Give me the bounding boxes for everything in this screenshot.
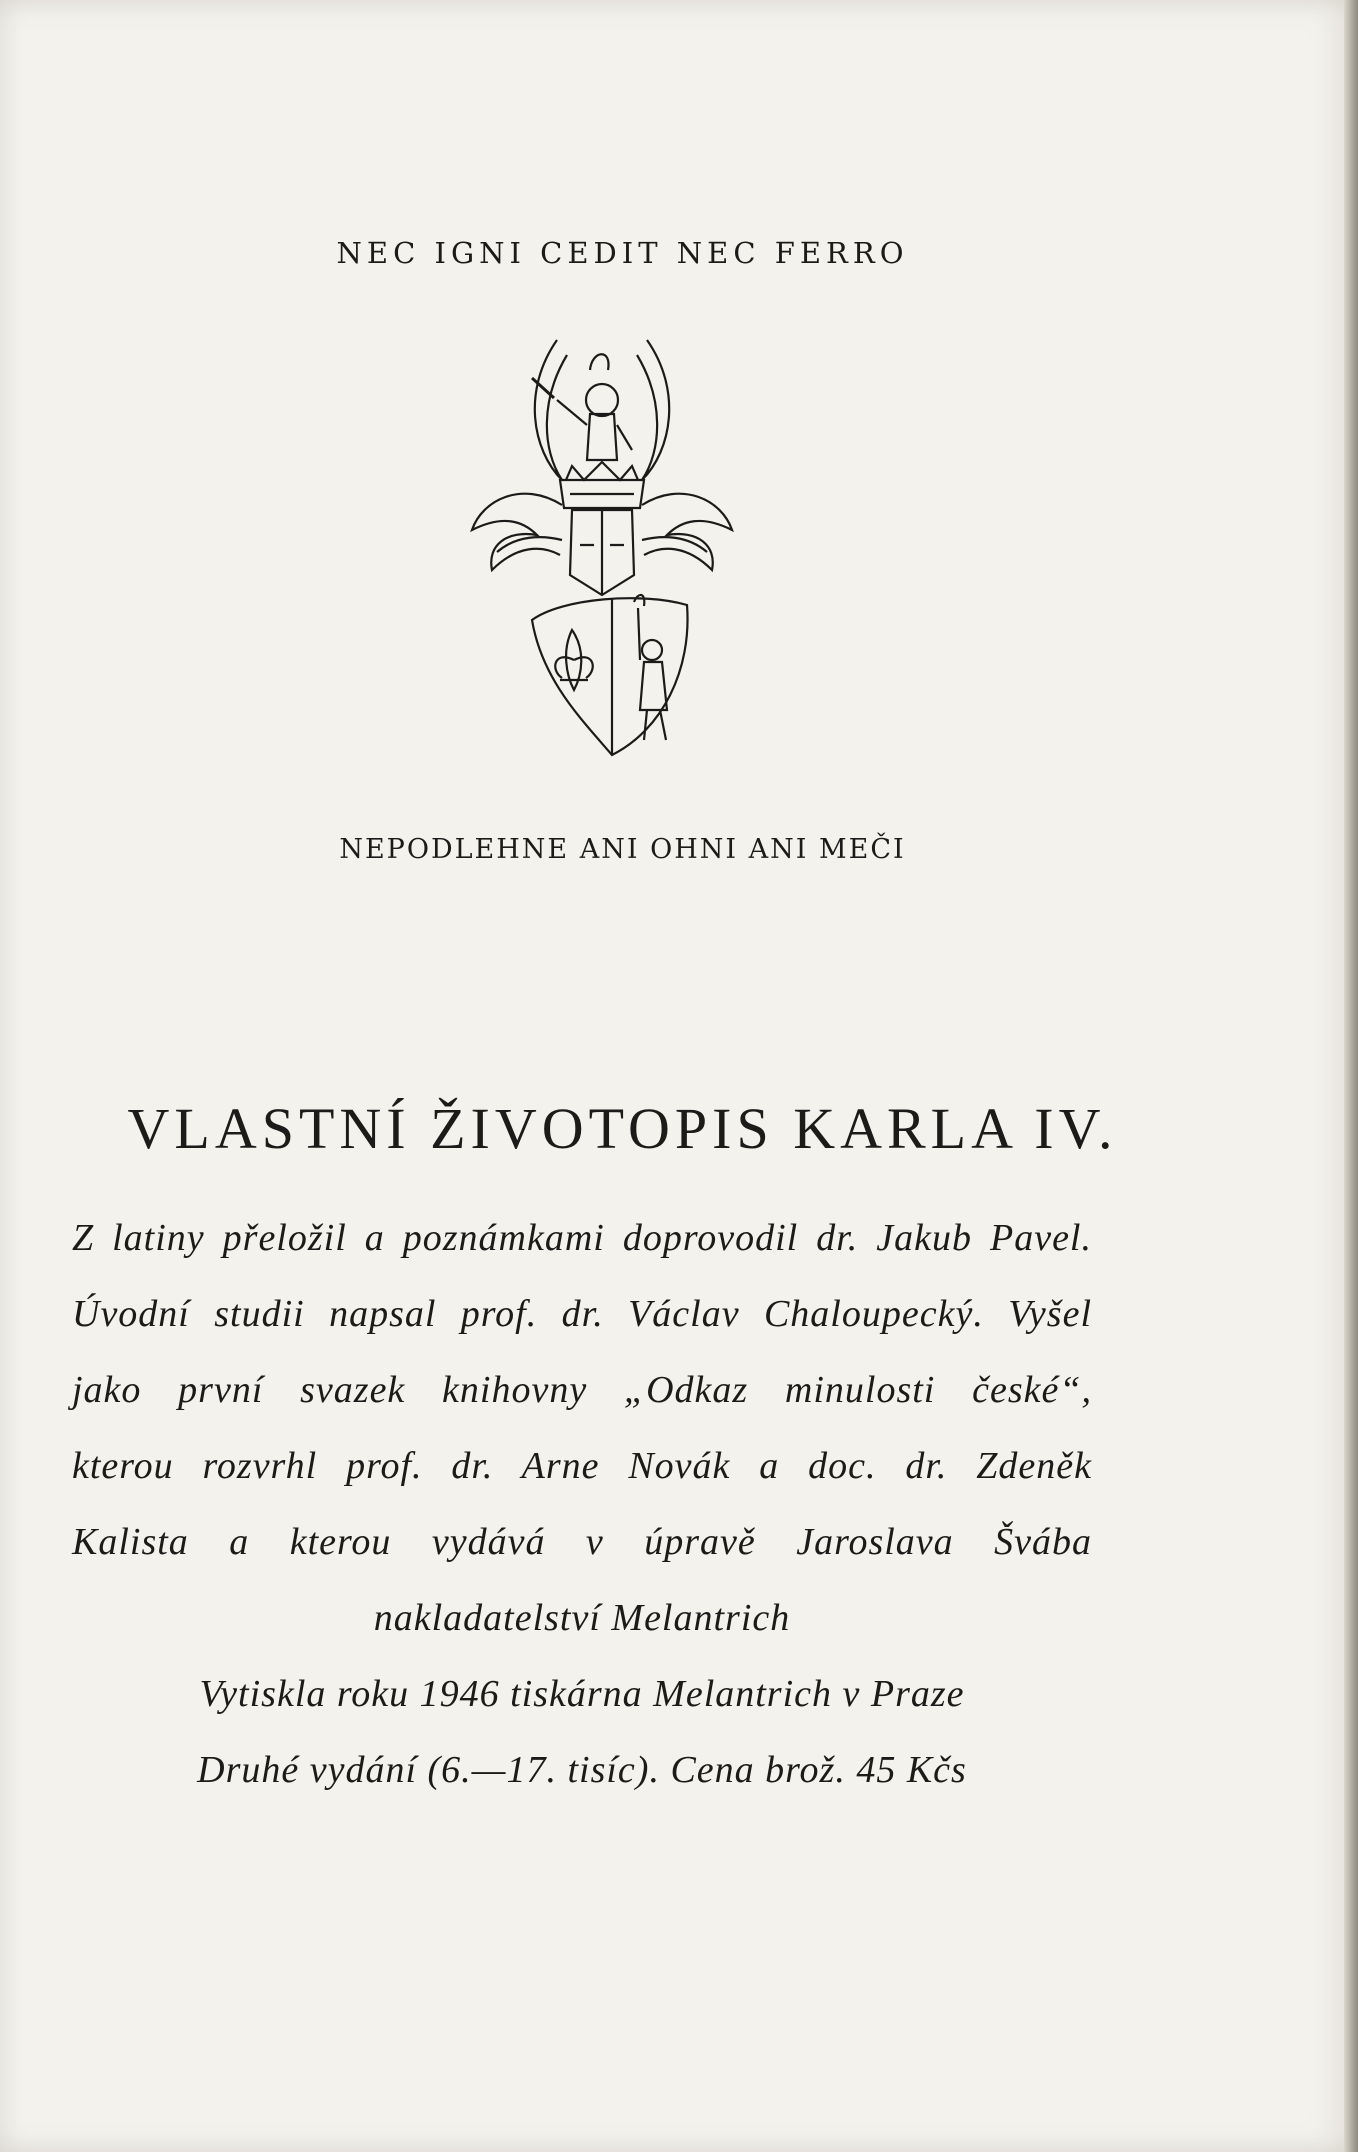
- page-edge-shadow: [1344, 0, 1358, 2152]
- colophon-line: jako první svazek knihovny „Odkaz minulosti české“,: [72, 1369, 1092, 1411]
- colophon: [72, 1200, 1092, 1808]
- motto-latin: NEC IGNI CEDIT NEC FERRO: [336, 236, 909, 270]
- colophon-line: Druhé vydání (6.—17. tisíc). Cena brož. 45 Kčs: [197, 1749, 967, 1791]
- colophon-line: Z latiny přeložil a poznámkami doprovodil dr. Jakub Pavel.: [72, 1217, 1092, 1259]
- colophon-line: Úvodní studii napsal prof. dr. Václav Chaloupecký. Vyšel: [72, 1293, 1092, 1335]
- motto-czech: NEPODLEHNE ANI OHNI ANI MEČI: [339, 834, 906, 865]
- colophon-line: nakladatelství Melantrich: [373, 1597, 791, 1639]
- book-title: VLASTNÍ ŽIVOTOPIS KARLA IV.: [127, 1096, 1118, 1161]
- colophon-line: kterou rozvrhl prof. dr. Arne Novák a doc. dr. Zdeněk: [72, 1445, 1092, 1487]
- colophon-line: Vytiskla roku 1946 tiskárna Melantrich v Praze: [199, 1673, 965, 1715]
- coat-of-arms-emblem: [462, 330, 742, 760]
- colophon-line: Kalista a kterou vydává v úpravě Jaroslava Švába: [72, 1521, 1092, 1563]
